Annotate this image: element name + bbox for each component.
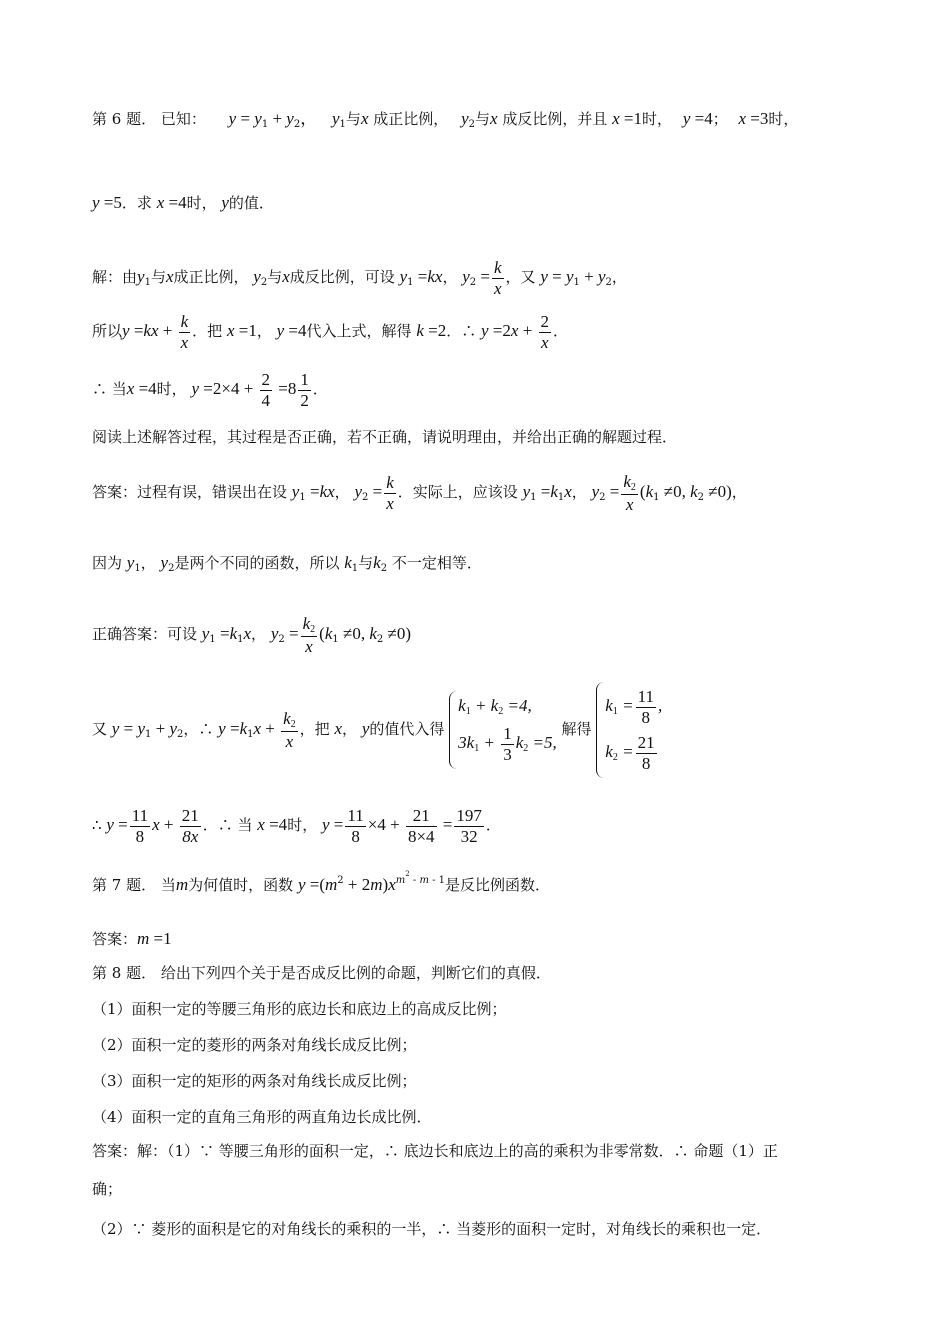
answer6-line-2: 因为 $y_1$， $y_2$是两个不同的函数，所以 $k_1$与$k_2$ 不一定相等． (92, 553, 482, 574)
answer6-line-1: 答案：过程有误，错误出在设 $y_1 =kx$， $y_2$ = $\frac{k}{x}$ ．实际上，应该设 $y_1 =k_1x$， $y_2$ = $\frac{k_2}{x}$ ($k_1 \ne 0$, $k_2 \ne 0$)， (92, 472, 747, 514)
q6-label: 第 6 题． 已知： (92, 110, 206, 128)
q8-item-1: （1）面积一定的等腰三角形的底边长和底边上的高成反比例； (92, 1000, 507, 1018)
prompt-text: 阅读上述解答过程，其过程是否正确，若不正确，请说明理由，并给出正确的解题过程． (92, 428, 678, 446)
q8-item-2: （2）面积一定的菱形的两条对角线长成反比例； (92, 1036, 417, 1054)
equation-system: $k_1 + k_2 =4$, $3k_1$ + $\frac{1}{3}$ $k_2 =5$, (449, 691, 557, 769)
q7-answer: 答案：m =1 (92, 929, 172, 948)
answer6-line-4: 又 $y = y_1 + y_2$，∴ $y =k_1x$ + $\frac{k_2}{x}$ ，把 x， y的值代入得 $k_1 + k_2 =4$, $3k_1$ + $\frac{1}{3}$ $k_2 =5$, 解得 $k_1$ = $\frac{11}{8}$ , $k_2$ = $\frac{21}{8}$ (92, 682, 662, 778)
solution-line-2: 所以y =kx + $\frac{k}{x}$ ．把 x =1， y =4代入上式，解得 k =2．∴ y =2x + $\frac{2}{x}$ ． (92, 312, 569, 352)
q7-line-1: 第 7 题． 当m为何值时，函数 $y =(m^2 + 2m)x^{m^2 - m - 1}$是反比例函数． (92, 870, 551, 894)
q8-answer-1b: 确； (92, 1180, 123, 1198)
solution-system: $k_1$ = $\frac{11}{8}$ , $k_2$ = $\frac{21}{8}$ (596, 682, 662, 778)
q6-line-1: 第 6 题． 已知： $y = y_1 + y_2$， $y_1$与x 成正比例， $y_2$与x 成反比例，并且 x =1时， y =4； x =3时， (92, 109, 799, 130)
solution-line-3: ∴ 当x =4时， y =2×4 + $\frac{2}{4}$ =8 $\frac{1}{2}$ ． (92, 370, 328, 410)
solution-line-1: 解：由$y_1$与x成正比例， $y_2$与x成反比例，可设 $y_1 =kx$， $y_2$ = $\frac{k}{x}$ ，又 $y = y_1 + y_2$， (92, 258, 627, 298)
answer6-line-5: ∴ y = $\frac{11}{8}$ x + $\frac{21}{8x}$ ．∴ 当 x =4时， y = $\frac{11}{8}$ ×4 + $\frac{21}{8\times 4}$ = $\frac{197}{32}$ ． (92, 806, 501, 846)
q6-line-2: y =5．求 x =4时， y的值． (92, 193, 274, 212)
answer6-line-3: 正确答案：可设 $y_1 =k_1x$， $y_2$ = $\frac{k_2}{x}$ ($k_1 \ne 0$, $k_2 \ne 0$) (92, 614, 411, 656)
q8-item-3: （3）面积一定的矩形的两条对角线长成反比例； (92, 1072, 417, 1090)
q8-answer-2: （2）∵ 菱形的面积是它的对角线长的乘积的一半，∴ 当菱形的面积一定时，对角线长的乘积也一定． (92, 1220, 772, 1238)
q8-title: 第 8 题． 给出下列四个关于是否成反比例的命题，判断它们的真假． (92, 964, 551, 982)
q8-answer-1: 答案：解：（1）∵ 等腰三角形的面积一定，∴ 底边长和底边上的高的乘积为非零常数．∴ 命题（1）正 (92, 1142, 778, 1160)
q8-item-4: （4）面积一定的直角三角形的两直角边长成比例． (92, 1108, 432, 1126)
